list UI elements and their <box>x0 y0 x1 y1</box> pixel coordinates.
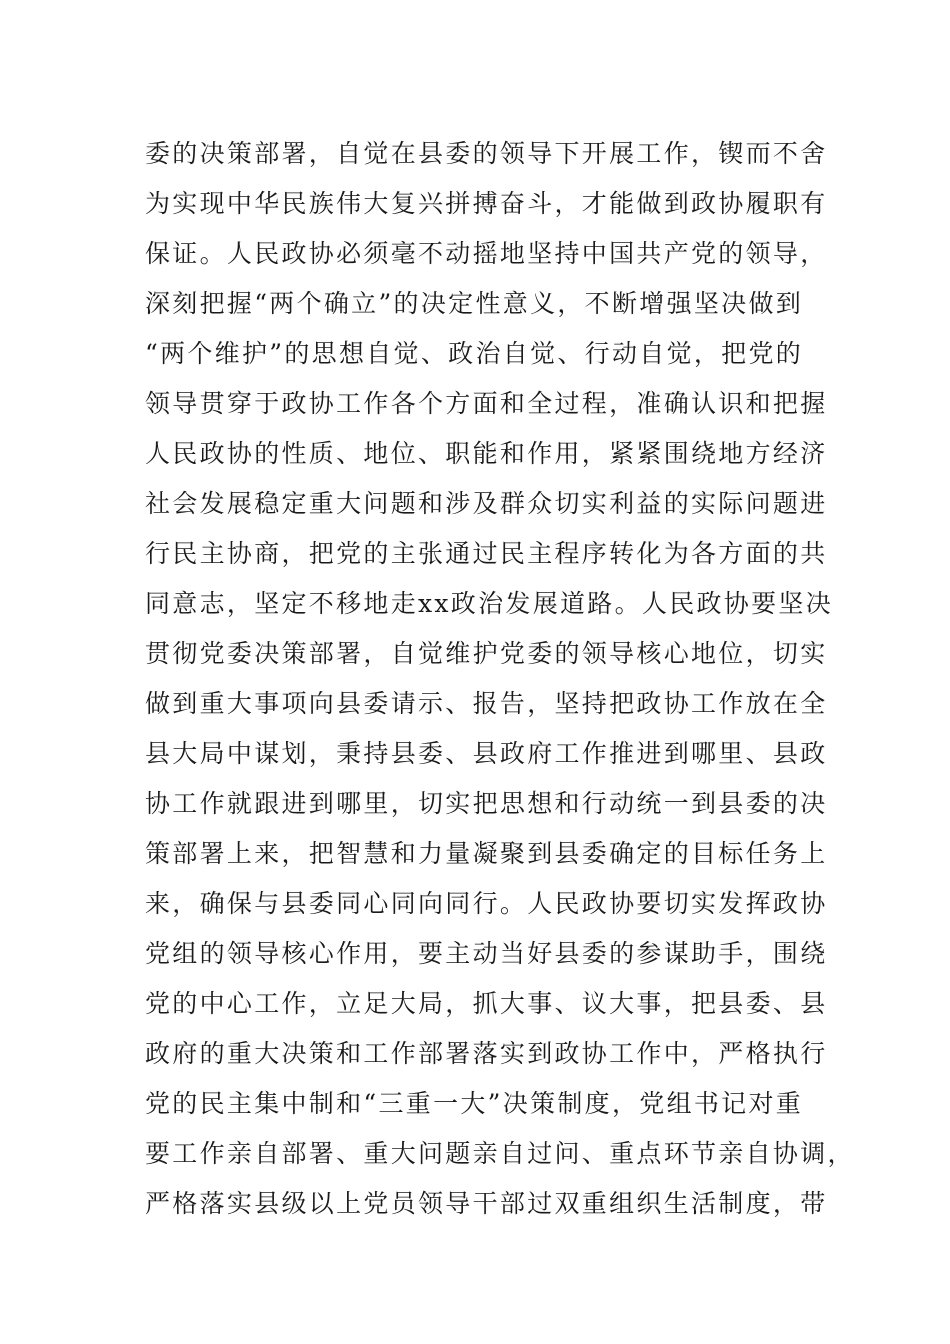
text-line: 同意志，坚定不移地走xx政治发展道路。人民政协要坚决 <box>145 589 834 618</box>
text-line: 委的决策部署，自觉在县委的领导下开展工作，锲而不舍 <box>145 139 828 168</box>
text-line: 党的中心工作，立足大局，抓大事、议大事，把县委、县 <box>145 989 828 1018</box>
text-line: 要工作亲自部署、重大问题亲自过问、重点环节亲自协调， <box>145 1139 855 1168</box>
text-line: 策部署上来，把智慧和力量凝聚到县委确定的目标任务上 <box>145 839 828 868</box>
text-line: 严格落实县级以上党员领导干部过双重组织生活制度，带 <box>145 1189 828 1218</box>
text-line: 协工作就跟进到哪里，切实把思想和行动统一到县委的决 <box>145 789 828 818</box>
body-text <box>145 133 855 1233</box>
text-line: 保证。人民政协必须毫不动摇地坚持中国共产党的领导， <box>145 239 828 268</box>
text-line: 政府的重大决策和工作部署落实到政协工作中，严格执行 <box>145 1039 828 1068</box>
text-line: 党的民主集中制和“三重一大”决策制度，党组书记对重 <box>145 1089 804 1118</box>
text-line: 党组的领导核心作用，要主动当好县委的参谋助手，围绕 <box>145 939 828 968</box>
text-line: 贯彻党委决策部署，自觉维护党委的领导核心地位，切实 <box>145 639 828 668</box>
text-line: 行民主协商，把党的主张通过民主程序转化为各方面的共 <box>145 539 828 568</box>
text-line: 做到重大事项向县委请示、报告，坚持把政协工作放在全 <box>145 689 828 718</box>
text-line: 深刻把握“两个确立”的决定性意义，不断增强坚决做到 <box>145 289 804 318</box>
text-line: 人民政协的性质、地位、职能和作用，紧紧围绕地方经济 <box>145 439 828 468</box>
text-line: 来，确保与县委同心同向同行。人民政协要切实发挥政协 <box>145 889 828 918</box>
text-line: “两个维护”的思想自觉、政治自觉、行动自觉，把党的 <box>145 339 804 368</box>
text-line: 为实现中华民族伟大复兴拼搏奋斗，才能做到政协履职有 <box>145 189 828 218</box>
text-line: 社会发展稳定重大问题和涉及群众切实利益的实际问题进 <box>145 489 828 518</box>
text-line: 县大局中谋划，秉持县委、县政府工作推进到哪里、县政 <box>145 739 828 768</box>
text-line: 领导贯穿于政协工作各个方面和全过程，准确认识和把握 <box>145 389 828 418</box>
